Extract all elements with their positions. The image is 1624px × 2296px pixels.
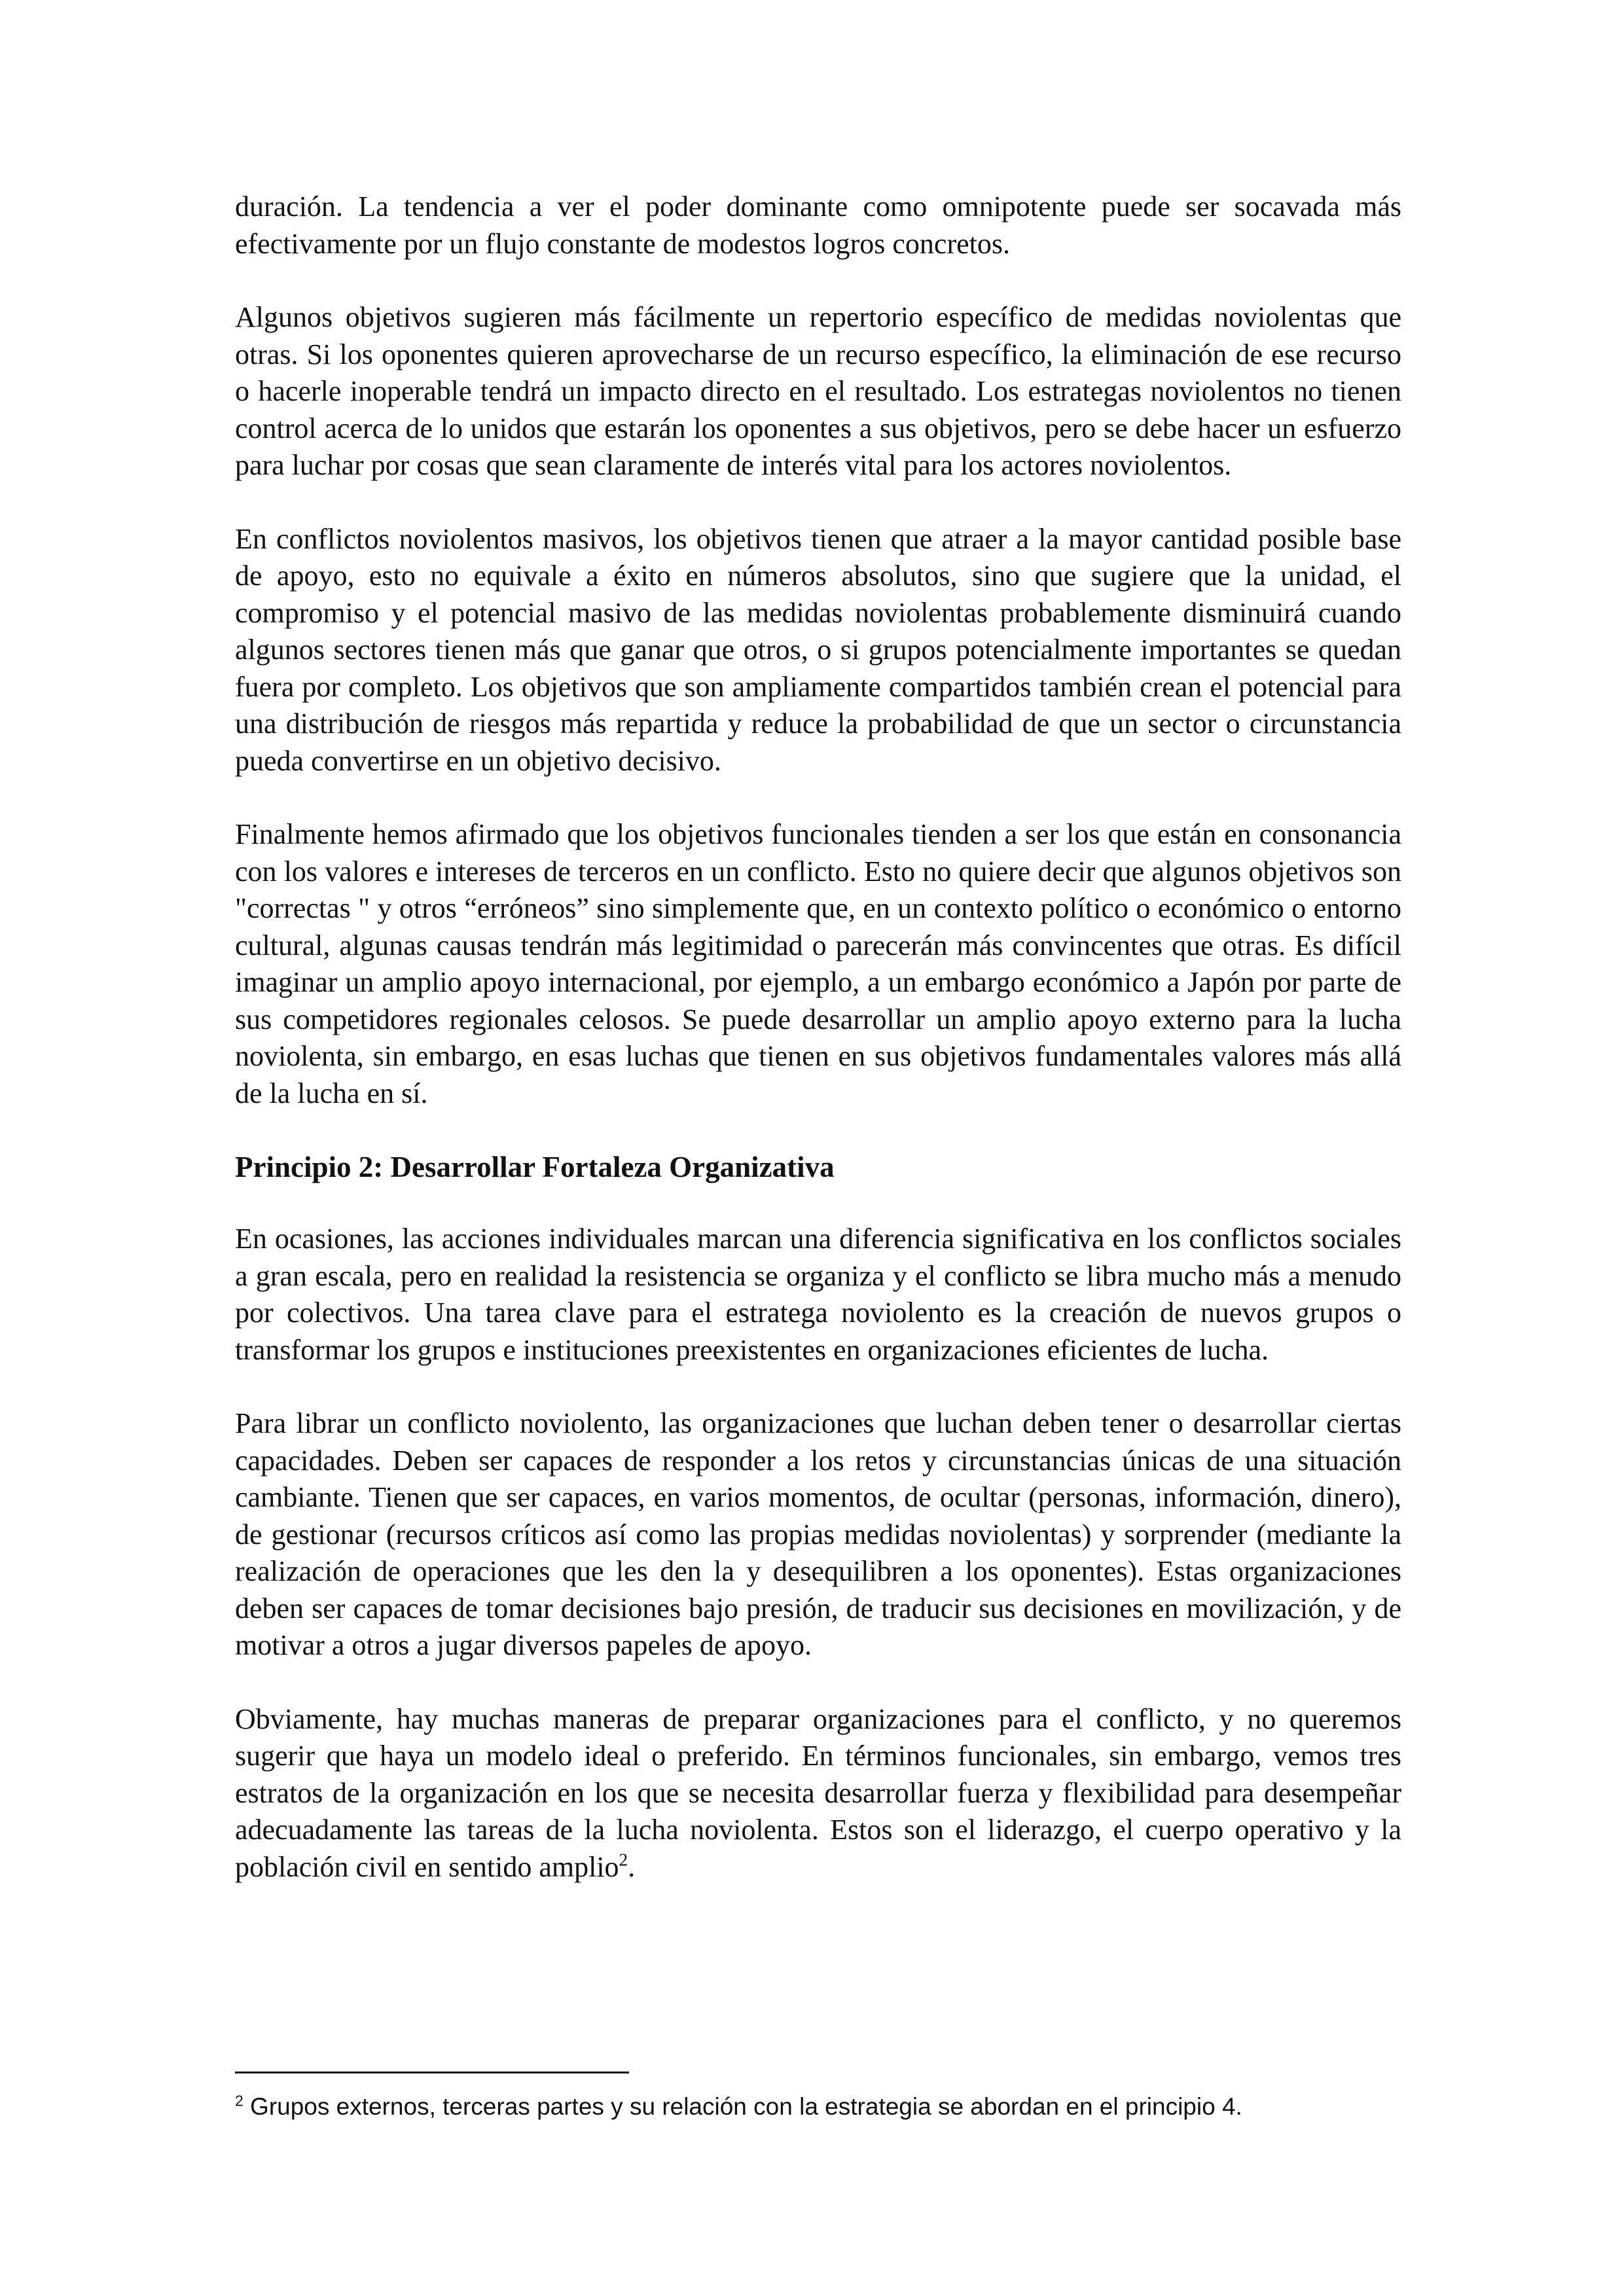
paragraph: En conflictos noviolentos masivos, los objetivos tienen que atraer a la mayor cantidad posible base de apoyo, esto no equivale a éxito en números absolutos, sino que sugiere que la unidad, el compromiso y el potencial masivo de las medidas noviolentas probablemente disminuirá cuando algunos sectores tienen más que ganar que otros, o si grupos potencialmente importantes se quedan fuera por completo. Los objetivos que son ampliamente compartidos también crean el potencial para una distribución de riesgos más repartida y reduce la probabilidad de que un sector o circunstancia pueda convertirse en un objetivo decisivo. bbox=[235, 522, 1401, 777]
paragraph: duración. La tendencia a ver el poder dominante como omnipotente puede ser socavada más efectivamente por un flujo constante de modestos logros concretos. bbox=[235, 190, 1401, 260]
footnote-marker: 2 bbox=[235, 2092, 244, 2109]
body-text bbox=[235, 188, 1401, 1922]
paragraph-with-footnote-ref bbox=[235, 1701, 1401, 1886]
section-heading: Principio 2: Desarrollar Fortaleza Organizativa bbox=[235, 1151, 835, 1183]
paragraph-text: Obviamente, hay muchas maneras de preparar organizaciones para el conflicto, y no queremos sugerir que haya un modelo ideal o preferido. En términos funcionales, sin embargo, vemos tres estratos de la organización en los que se necesita desarrollar fuerza y flexibilidad para desempeñar adecuadamente las tareas de la lucha noviolenta. Estos son el liderazgo, el cuerpo operativo y la población civil en sentido amplio bbox=[235, 1702, 1401, 1883]
paragraph: En ocasiones, las acciones individuales marcan una diferencia significativa en los conflictos sociales a gran escala, pero en realidad la resistencia se organiza y el conflicto se libra mucho más a menudo por colectivos. Una tarea clave para el estratega noviolento es la creación de nuevos grupos o transformar los grupos e instituciones preexistentes en organizaciones eficientes de lucha. bbox=[235, 1223, 1401, 1366]
paragraph: Para librar un conflicto noviolento, las organizaciones que luchan deben tener o desarrollar ciertas capacidades. Deben ser capaces de responder a los retos y circunstancias únicas de una situación cambiante. Tienen que ser capaces, en varios momentos, de ocultar (personas, información, dinero), de gestionar (recursos críticos así como las propias medidas noviolentas) y sorprender (mediante la realización de operaciones que les den la y desequilibren a los oponentes). Estas organizaciones deben ser capaces de tomar decisiones bajo presión, de traducir sus decisiones en movilización, y de motivar a otros a jugar diversos papeles de apoyo. bbox=[235, 1407, 1401, 1661]
paragraph: Algunos objetivos sugieren más fácilmente un repertorio específico de medidas noviolentas que otras. Si los oponentes quieren aprovecharse de un recurso específico, la eliminación de ese recurso o hacerle inoperable tendrá un impacto directo en el resultado. Los estrategas noviolentos no tienen control acerca de lo unidos que estarán los oponentes a sus objetivos, pero se debe hacer un esfuerzo para luchar por cosas que sean claramente de interés vital para los actores noviolentos. bbox=[235, 301, 1401, 481]
footnote bbox=[235, 2092, 1401, 2122]
footnote-separator bbox=[235, 2072, 629, 2073]
paragraph: Finalmente hemos afirmado que los objetivos funcionales tienden a ser los que están en consonancia con los valores e intereses de terceros en un conflicto. Esto no quiere decir que algunos objetivos son "correctas " y otros “erróneos” sino simplemente que, en un contexto político o económico o entorno cultural, algunas causas tendrán más legitimidad o parecerán más convincentes que otras. Es difícil imaginar un amplio apoyo internacional, por ejemplo, a un embargo económico a Japón por parte de sus competidores regionales celosos. Se puede desarrollar un amplio apoyo externo para la lucha noviolenta, sin embargo, en esas luchas que tienen en sus objetivos fundamentales valores más allá de la lucha en sí. bbox=[235, 818, 1401, 1109]
period: . bbox=[628, 1850, 636, 1883]
footnote-reference[interactable]: 2 bbox=[619, 1850, 628, 1870]
footnote-text: Grupos externos, terceras partes y su relación con la estrategia se abordan en el principio 4. bbox=[243, 2093, 1242, 2120]
